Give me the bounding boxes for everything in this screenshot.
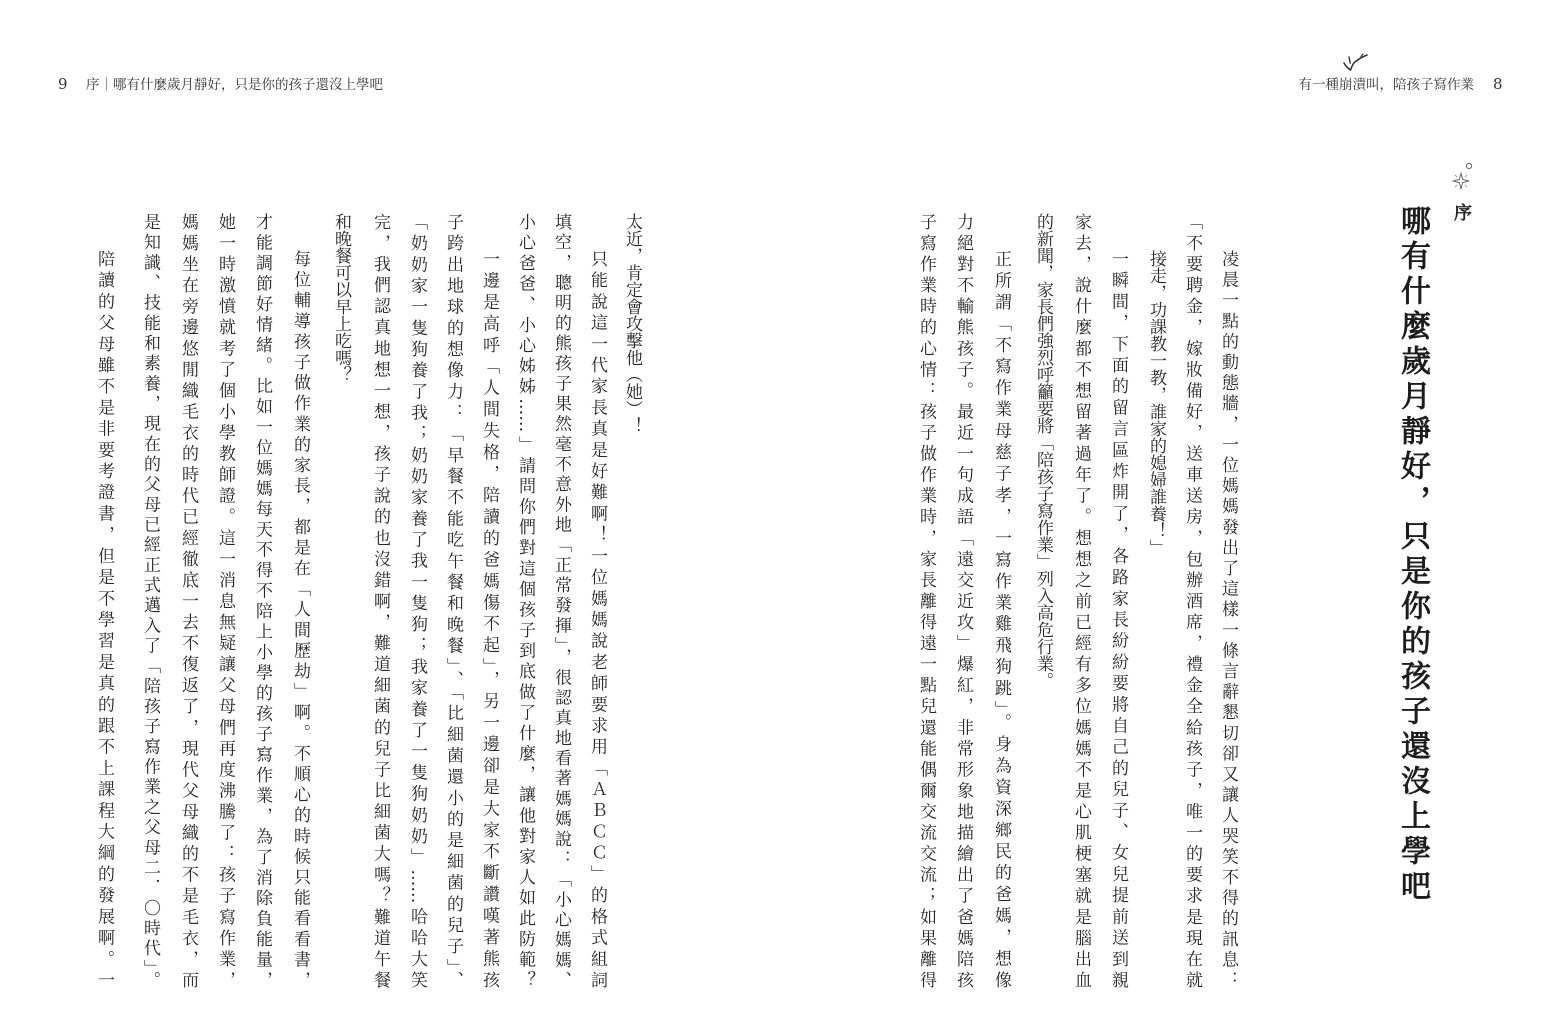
right-column-6: 的新聞，家長們強烈呼籲要將「陪孩子寫作業」列入高危行業。	[1033, 213, 1053, 689]
right-column-1: 凌晨一點的動態牆，一位媽媽發出了這樣一條言辭懇切卻又讓人哭笑不得的訊息：	[1218, 250, 1238, 988]
left-column-15: 陪讀的父母雖不是非要考證書，但是不學習是真的跟不上課程大綱的發展啊。一	[94, 250, 114, 988]
chapter-title: 哪有什麼歲月靜好，只是你的孩子還沒上學吧	[1395, 205, 1430, 900]
right-column-9: 子寫作業時的心情：孩子做作業時，家長離得遠一點兒還能偶爾交流交流；如果離得	[916, 213, 936, 988]
sparkle-icon	[1451, 160, 1475, 192]
right-page-number: 8	[1493, 75, 1503, 93]
left-running-title: 序｜哪有什麼歲月靜好，只是你的孩子還沒上學吧	[86, 77, 383, 93]
right-column-8: 力絕對不輸熊孩子。最近一句成語「遠交近攻」爆紅，非常形象地描繪出了爸媽陪孩	[953, 213, 973, 988]
left-column-8: 完，我們認真地想一想，孩子說的也沒錯啊，難道細菌的兒子比細菌大嗎？難道午餐	[370, 213, 390, 988]
left-page-number: 9	[58, 75, 68, 93]
left-column-7: 「奶奶家一隻狗養了我；奶奶家養了我一隻狗；我家養了一隻狗奶奶」……哈哈大笑	[407, 213, 427, 988]
bird-check-icon	[1341, 52, 1369, 74]
left-column-12: 她一時激憤就考了個小學教師證。這一消息無疑讓父母們再度沸騰了：孩子寫作業，	[215, 213, 235, 988]
right-column-7: 正所謂「不寫作業母慈子孝，一寫作業雞飛狗跳」。身為資深鄉民的爸媽，想像	[991, 250, 1011, 988]
right-page	[781, 0, 1562, 1032]
left-column-10: 每位輔導孩子做作業的家長，都是在「人間歷劫」啊。不順心的時候只能看看書，	[290, 250, 310, 988]
left-column-3: 填空，聰明的熊孩子果然毫不意外地「正常發揮」，很認真地看著媽媽說：「小心媽媽、	[551, 213, 571, 988]
right-column-3: 接走，功課教一教，誰家的媳婦誰養！」	[1146, 250, 1166, 556]
left-column-13: 媽媽坐在旁邊悠閒織毛衣的時代已經徹底一去不復返了，現代父母織的不是毛衣，而	[178, 213, 198, 988]
left-column-2: 只能說這一代家長真是好難啊！一位媽媽說老師要求用「ＡＢＣＣ」的格式組詞	[587, 250, 607, 988]
left-column-6: 子跨出地球的想像力：「早餐不能吃午餐和晚餐」、「比細菌還小的是細菌的兒子」、	[443, 213, 463, 988]
right-column-4: 一瞬間，下面的留言區炸開了，各路家長紛紛要將自己的兒子、女兒提前送到親	[1108, 250, 1128, 988]
left-column-1: 太近，肯定會攻擊他（她）！	[622, 213, 642, 434]
chapter-label: 序	[1454, 203, 1472, 224]
right-running-title: 有一種崩潰叫，陪孩子寫作業	[1298, 77, 1474, 93]
left-column-14: 是知識、技能和素養，現在的父母已經正式邁入了「陪孩子寫作業之父母二．〇時代」。	[140, 213, 160, 988]
left-column-9: 和晚餐可以早上吃嗎？	[331, 213, 351, 383]
right-column-2: 「不要聘金，嫁妝備好，送車送房，包辦酒席，禮金全給孩子，唯一的要求是現在就	[1182, 213, 1202, 988]
right-column-5: 家去，說什麼都不想留著過年了。想想之前已經有多位媽媽不是心肌梗塞就是腦出血	[1071, 213, 1091, 988]
left-column-5: 一邊是高呼「人間失格，陪讀的爸媽傷不起」，另一邊卻是大家不斷讚嘆著熊孩	[479, 250, 499, 988]
left-column-11: 才能調節好情緒。比如一位媽媽每天不得不陪上小學的孩子寫作業，為了消除負能量，	[252, 213, 272, 988]
left-column-4: 小心爸爸、小心姊姊……」請問你們對這個孩子到底做了什麼，讓他對家人如此防範？	[515, 213, 535, 988]
